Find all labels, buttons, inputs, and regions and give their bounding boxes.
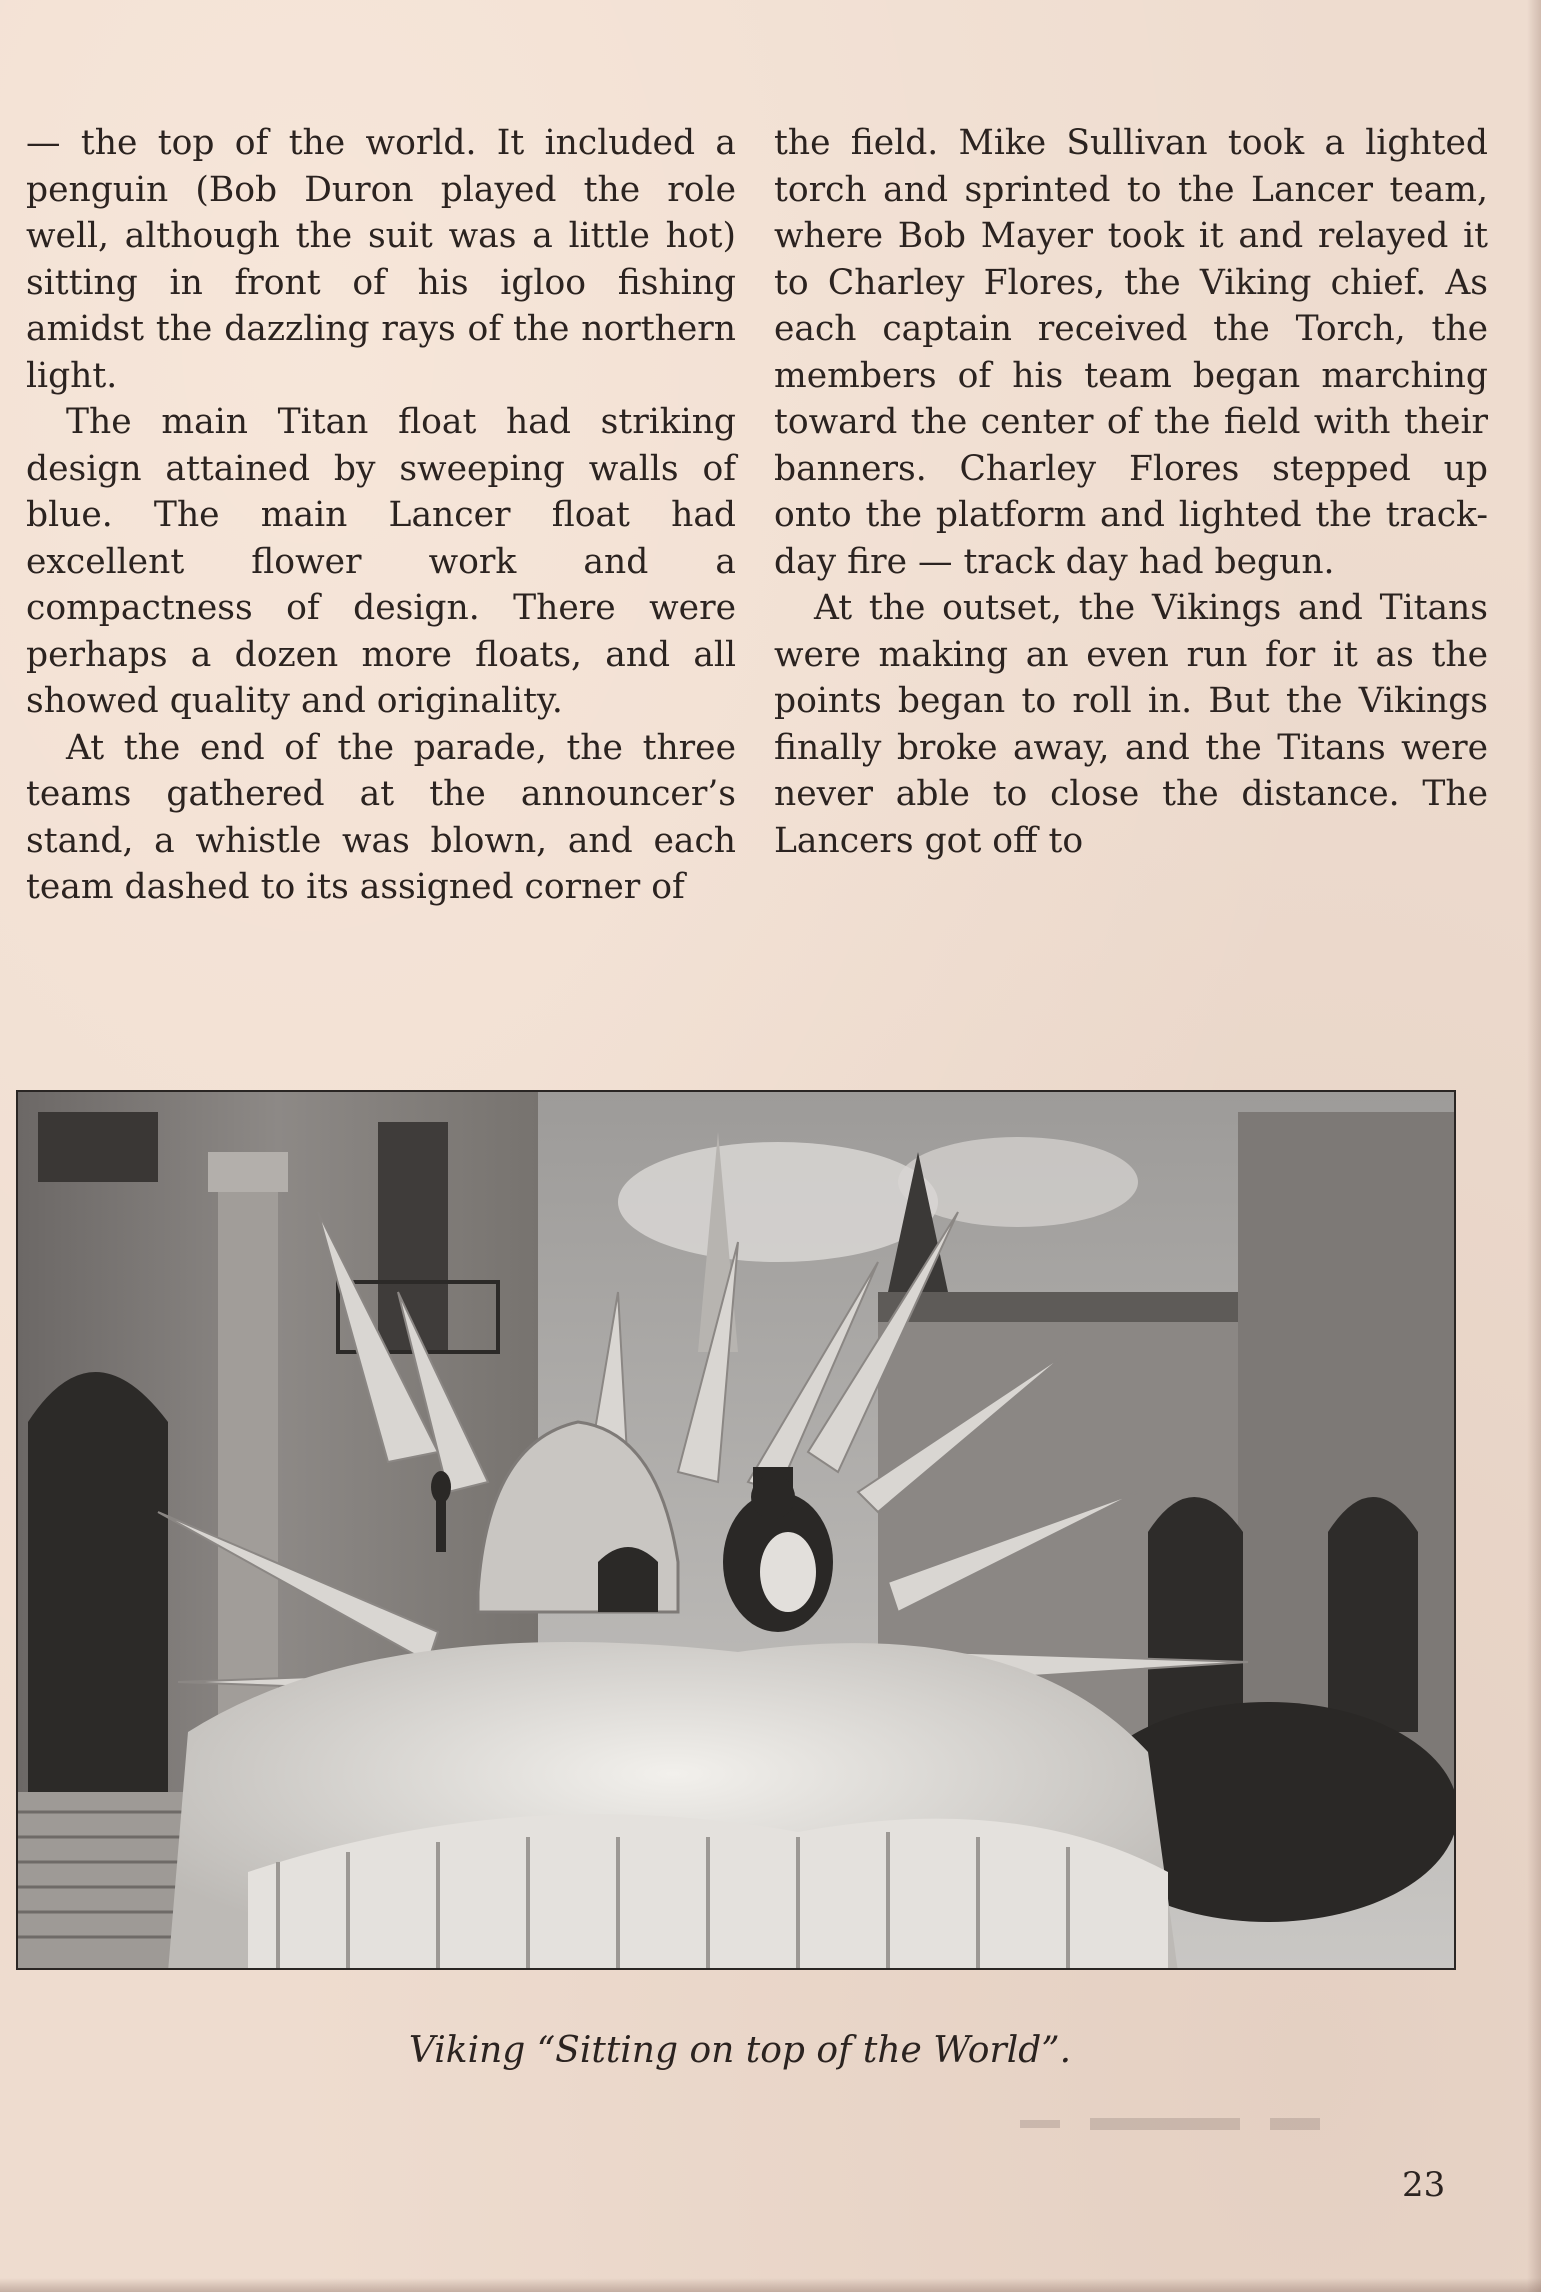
paragraph: — the top of the world. It included a penguin (Bob Duron played the role well, although the suit was a little hot) sitting in front of his igloo fishing amidst the dazzling rays of the northern light. (26, 123, 736, 396)
right-text-column (774, 120, 1488, 864)
faint-library-stamp-mark (1020, 2108, 1360, 2142)
paragraph: The main Titan float had striking design attained by sweeping walls of blue. The main Lancer float had excellent flower work and a compactness of design. There were perhaps a dozen more floats, and all showed quality and originality. (26, 402, 736, 721)
float-photo-illustration (18, 1092, 1454, 1968)
photo-caption: Viking “Sitting on top of the World”. (408, 2030, 1072, 2071)
paragraph: the field. Mike Sullivan took a lighted torch and sprinted to the Lancer team, where Bob Mayer took it and relayed it to Charley Flores, the Viking chief. As each captain received the Torch, the members of his team began marching toward the center of the field with their banners. Charley Flores stepped up onto the platform and lighted the track-day fire — track day had begun. (774, 123, 1488, 582)
paragraph: At the outset, the Vikings and Titans were making an even run for it as the points began to roll in. But the Vikings finally broke away, and the Titans were never able to close the distance. The Lancers got off to (774, 588, 1488, 861)
page-bottom-shadow (0, 2278, 1541, 2292)
paragraph: At the end of the parade, the three teams gathered at the announcer’s stand, a whistle was blown, and each team dashed to its assigned corner of (26, 727, 736, 907)
left-text-column (26, 120, 736, 911)
page-edge-shadow (1527, 0, 1541, 2292)
float-photograph (16, 1090, 1456, 1970)
page-number: 23 (1402, 2165, 1446, 2205)
